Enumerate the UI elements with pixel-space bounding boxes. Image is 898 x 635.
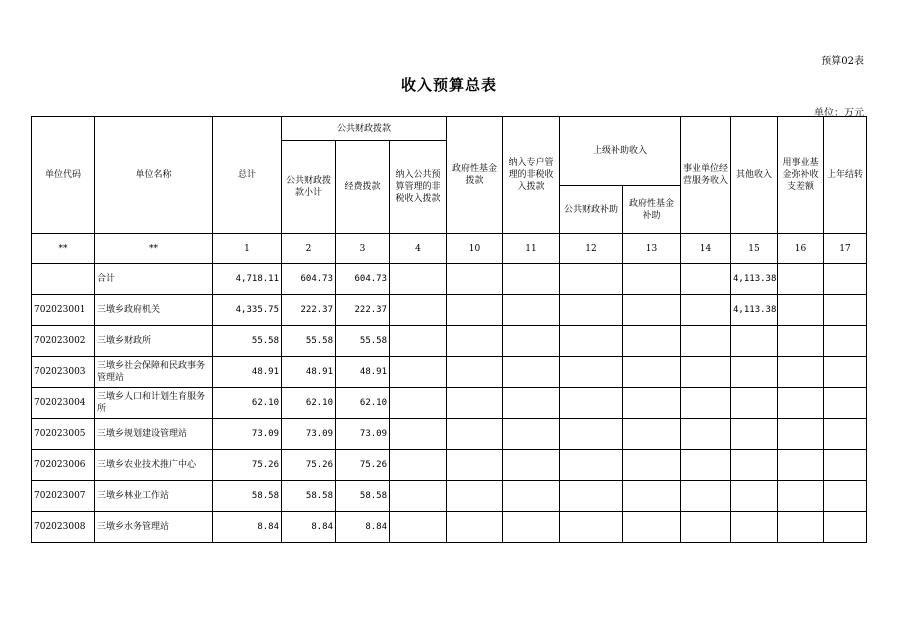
index-row xyxy=(32,234,867,264)
total-cell: 62.10 xyxy=(213,388,282,419)
unit-code-cell: 702023002 xyxy=(32,326,95,357)
institution-service-cell xyxy=(681,450,731,481)
other-income-cell: 4,113.38 xyxy=(731,264,778,295)
prior-year-balance-cell xyxy=(824,264,867,295)
unit-code-cell: 702023003 xyxy=(32,357,95,388)
subtotal-cell: 55.58 xyxy=(282,326,336,357)
institution-service-cell xyxy=(681,512,731,543)
table-row xyxy=(32,357,867,388)
special-nontax-cell xyxy=(503,388,560,419)
subtotal-cell: 75.26 xyxy=(282,450,336,481)
header-special-nontax-appropriation: 纳入专户管理的非税收入拨款 xyxy=(503,117,560,234)
index-cell: 10 xyxy=(447,234,503,264)
gov-fund-cell xyxy=(447,512,503,543)
operating-cell: 48.91 xyxy=(336,357,390,388)
index-cell: 1 xyxy=(213,234,282,264)
special-nontax-cell xyxy=(503,481,560,512)
header-gov-fund-appropriation: 政府性基金拨款 xyxy=(447,117,503,234)
header-prior-year-balance: 上年结转 xyxy=(824,117,867,234)
index-cell: 11 xyxy=(503,234,560,264)
index-cell: ** xyxy=(95,234,213,264)
gov-fund-subsidy-cell xyxy=(623,481,681,512)
gov-fund-subsidy-cell xyxy=(623,326,681,357)
nontax-budget-cell xyxy=(390,326,447,357)
other-income-cell xyxy=(731,326,778,357)
public-fiscal-subsidy-cell xyxy=(560,481,623,512)
nontax-budget-cell xyxy=(390,295,447,326)
data-rows xyxy=(32,264,867,543)
form-number: 预算02表 xyxy=(821,56,864,67)
prior-year-balance-cell xyxy=(824,357,867,388)
public-fiscal-subsidy-cell xyxy=(560,512,623,543)
gov-fund-subsidy-cell xyxy=(623,264,681,295)
header-nontax-budget-appropriation: 纳入公共预算管理的非税收入拨款 xyxy=(390,141,447,234)
gov-fund-cell xyxy=(447,388,503,419)
total-cell: 75.26 xyxy=(213,450,282,481)
page-title: 收入预算总表 xyxy=(400,76,497,94)
public-fiscal-subsidy-cell xyxy=(560,326,623,357)
prior-year-balance-cell xyxy=(824,481,867,512)
nontax-budget-cell xyxy=(390,512,447,543)
table-row xyxy=(32,512,867,543)
table-row xyxy=(32,264,867,295)
unit-name-cell: 三墩乡政府机关 xyxy=(95,295,213,326)
fund-offset-cell xyxy=(778,357,824,388)
special-nontax-cell xyxy=(503,326,560,357)
index-cell: 3 xyxy=(336,234,390,264)
header-unit-code: 单位代码 xyxy=(32,117,95,234)
header-public-fiscal: 公共财政拨款 xyxy=(282,117,447,141)
unit-name-cell: 三墩乡水务管理站 xyxy=(95,512,213,543)
table-row xyxy=(32,295,867,326)
header-superior-subsidy: 上级补助收入 xyxy=(560,117,681,186)
gov-fund-subsidy-cell xyxy=(623,450,681,481)
unit-name-cell: 三墩乡社会保障和民政事务管理站 xyxy=(95,357,213,388)
nontax-budget-cell xyxy=(390,419,447,450)
total-cell: 55.58 xyxy=(213,326,282,357)
unit-code-cell xyxy=(32,264,95,295)
fund-offset-cell xyxy=(778,326,824,357)
institution-service-cell xyxy=(681,481,731,512)
special-nontax-cell xyxy=(503,450,560,481)
special-nontax-cell xyxy=(503,512,560,543)
index-cell: 12 xyxy=(560,234,623,264)
other-income-cell xyxy=(731,419,778,450)
index-cell: 4 xyxy=(390,234,447,264)
special-nontax-cell xyxy=(503,264,560,295)
institution-service-cell xyxy=(681,357,731,388)
income-budget-table xyxy=(31,116,867,543)
header-public-fiscal-subsidy: 公共财政补助 xyxy=(560,186,623,234)
gov-fund-cell xyxy=(447,450,503,481)
prior-year-balance-cell xyxy=(824,388,867,419)
operating-cell: 58.58 xyxy=(336,481,390,512)
fund-offset-cell xyxy=(778,481,824,512)
unit-name-cell: 三墩乡林业工作站 xyxy=(95,481,213,512)
fund-offset-cell xyxy=(778,295,824,326)
gov-fund-subsidy-cell xyxy=(623,388,681,419)
institution-service-cell xyxy=(681,388,731,419)
special-nontax-cell xyxy=(503,357,560,388)
index-cell: 15 xyxy=(731,234,778,264)
header-fund-offset: 用事业基金弥补收支差额 xyxy=(778,117,824,234)
header-operating-appropriation: 经费拨款 xyxy=(336,141,390,234)
operating-cell: 222.37 xyxy=(336,295,390,326)
other-income-cell xyxy=(731,450,778,481)
header-unit-name: 单位名称 xyxy=(95,117,213,234)
total-cell: 8.84 xyxy=(213,512,282,543)
subtotal-cell: 58.58 xyxy=(282,481,336,512)
special-nontax-cell xyxy=(503,419,560,450)
total-cell: 48.91 xyxy=(213,357,282,388)
index-cell: 17 xyxy=(824,234,867,264)
other-income-cell xyxy=(731,512,778,543)
unit-name-cell: 三墩乡农业技术推广中心 xyxy=(95,450,213,481)
subtotal-cell: 8.84 xyxy=(282,512,336,543)
nontax-budget-cell xyxy=(390,357,447,388)
gov-fund-cell xyxy=(447,264,503,295)
index-cell: 16 xyxy=(778,234,824,264)
other-income-cell xyxy=(731,388,778,419)
fund-offset-cell xyxy=(778,419,824,450)
unit-name-cell: 三墩乡规划建设管理站 xyxy=(95,419,213,450)
prior-year-balance-cell xyxy=(824,450,867,481)
table-row xyxy=(32,388,867,419)
total-cell: 58.58 xyxy=(213,481,282,512)
subtotal-cell: 222.37 xyxy=(282,295,336,326)
index-cell: 14 xyxy=(681,234,731,264)
operating-cell: 75.26 xyxy=(336,450,390,481)
fund-offset-cell xyxy=(778,264,824,295)
unit-code-cell: 702023001 xyxy=(32,295,95,326)
institution-service-cell xyxy=(681,295,731,326)
unit-code-cell: 702023005 xyxy=(32,419,95,450)
institution-service-cell xyxy=(681,264,731,295)
gov-fund-cell xyxy=(447,419,503,450)
institution-service-cell xyxy=(681,419,731,450)
unit-name-cell: 三墩乡人口和计划生育服务所 xyxy=(95,388,213,419)
index-cell: 2 xyxy=(282,234,336,264)
index-cell: 13 xyxy=(623,234,681,264)
table-row xyxy=(32,481,867,512)
total-cell: 73.09 xyxy=(213,419,282,450)
nontax-budget-cell xyxy=(390,388,447,419)
header-total: 总计 xyxy=(213,117,282,234)
public-fiscal-subsidy-cell xyxy=(560,388,623,419)
nontax-budget-cell xyxy=(390,481,447,512)
gov-fund-cell xyxy=(447,481,503,512)
unit-label: 单位：万元 xyxy=(814,108,864,119)
nontax-budget-cell xyxy=(390,264,447,295)
unit-code-cell: 702023004 xyxy=(32,388,95,419)
other-income-cell xyxy=(731,481,778,512)
prior-year-balance-cell xyxy=(824,295,867,326)
public-fiscal-subsidy-cell xyxy=(560,450,623,481)
total-cell: 4,335.75 xyxy=(213,295,282,326)
public-fiscal-subsidy-cell xyxy=(560,264,623,295)
header-public-fiscal-subtotal: 公共财政拨款小计 xyxy=(282,141,336,234)
subtotal-cell: 48.91 xyxy=(282,357,336,388)
operating-cell: 62.10 xyxy=(336,388,390,419)
other-income-cell: 4,113.38 xyxy=(731,295,778,326)
operating-cell: 73.09 xyxy=(336,419,390,450)
operating-cell: 8.84 xyxy=(336,512,390,543)
operating-cell: 55.58 xyxy=(336,326,390,357)
table-row xyxy=(32,326,867,357)
subtotal-cell: 73.09 xyxy=(282,419,336,450)
fund-offset-cell xyxy=(778,450,824,481)
gov-fund-cell xyxy=(447,357,503,388)
unit-code-cell: 702023007 xyxy=(32,481,95,512)
unit-name-cell: 合计 xyxy=(95,264,213,295)
unit-code-cell: 702023008 xyxy=(32,512,95,543)
gov-fund-subsidy-cell xyxy=(623,357,681,388)
gov-fund-cell xyxy=(447,326,503,357)
gov-fund-subsidy-cell xyxy=(623,512,681,543)
public-fiscal-subsidy-cell xyxy=(560,357,623,388)
unit-code-cell: 702023006 xyxy=(32,450,95,481)
fund-offset-cell xyxy=(778,512,824,543)
unit-name-cell: 三墩乡财政所 xyxy=(95,326,213,357)
operating-cell: 604.73 xyxy=(336,264,390,295)
special-nontax-cell xyxy=(503,295,560,326)
fund-offset-cell xyxy=(778,388,824,419)
prior-year-balance-cell xyxy=(824,512,867,543)
header-institution-service-income: 事业单位经营服务收入 xyxy=(681,117,731,234)
public-fiscal-subsidy-cell xyxy=(560,419,623,450)
subtotal-cell: 604.73 xyxy=(282,264,336,295)
header-other-income: 其他收入 xyxy=(731,117,778,234)
table-row xyxy=(32,419,867,450)
public-fiscal-subsidy-cell xyxy=(560,295,623,326)
total-cell: 4,718.11 xyxy=(213,264,282,295)
gov-fund-cell xyxy=(447,295,503,326)
gov-fund-subsidy-cell xyxy=(623,295,681,326)
gov-fund-subsidy-cell xyxy=(623,419,681,450)
header-gov-fund-subsidy: 政府性基金补助 xyxy=(623,186,681,234)
nontax-budget-cell xyxy=(390,450,447,481)
table-row xyxy=(32,450,867,481)
other-income-cell xyxy=(731,357,778,388)
subtotal-cell: 62.10 xyxy=(282,388,336,419)
prior-year-balance-cell xyxy=(824,419,867,450)
institution-service-cell xyxy=(681,326,731,357)
prior-year-balance-cell xyxy=(824,326,867,357)
index-cell: ** xyxy=(32,234,95,264)
